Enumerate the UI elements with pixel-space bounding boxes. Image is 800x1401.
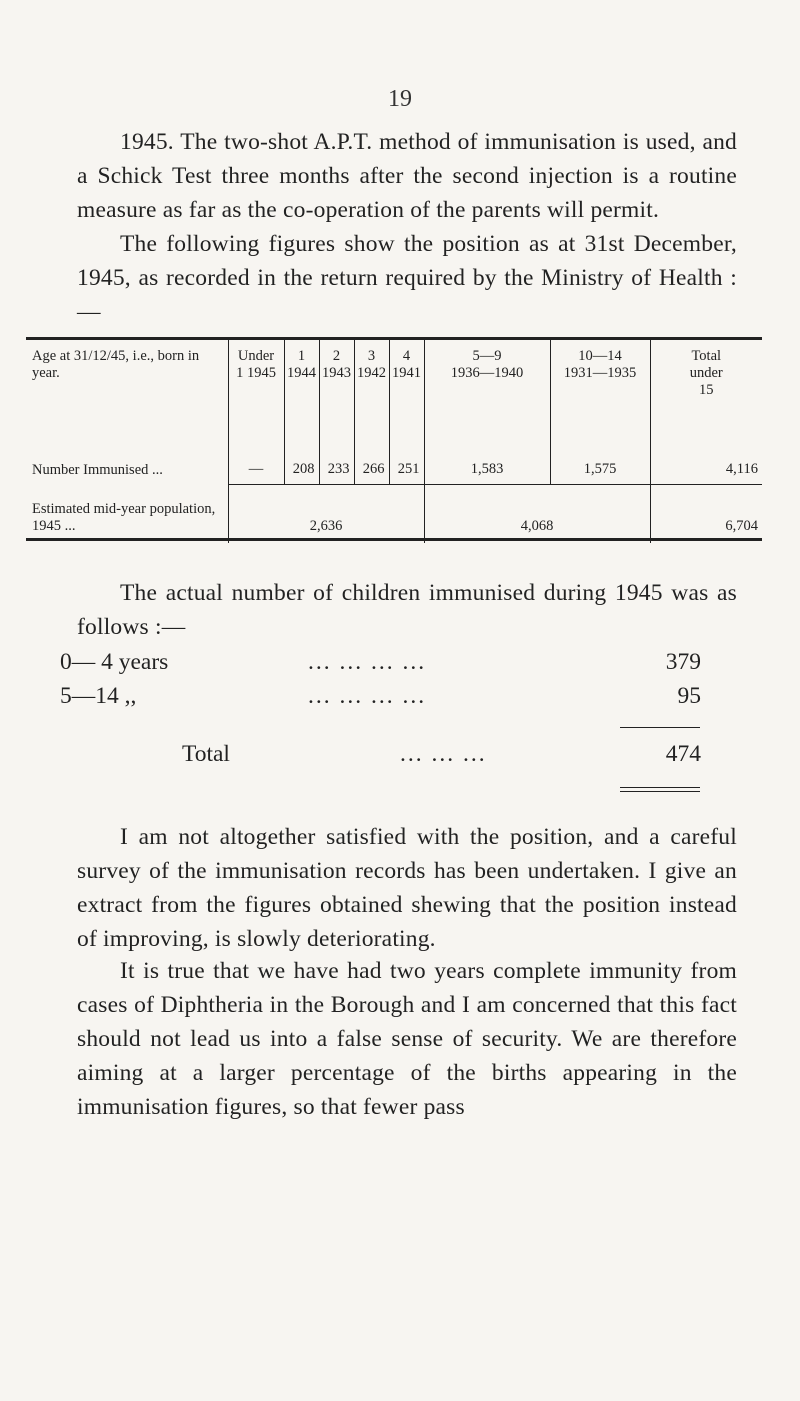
leader-dots: ... ... ... ... xyxy=(308,649,427,675)
col-10-14: 10—14 1931—1935 xyxy=(550,340,650,430)
col-4: 4 1941 xyxy=(389,340,424,430)
col-1: 1 1944 xyxy=(284,340,319,430)
col-5-9: 5—9 1936—1940 xyxy=(424,340,550,430)
list-item-value: 95 xyxy=(677,683,701,709)
row-header-population: Estimated mid-year population, 1945 ... xyxy=(32,501,216,534)
population-cell: 2,636 xyxy=(228,485,424,544)
subtotal-rule xyxy=(620,727,700,728)
total-value: 474 xyxy=(665,741,701,767)
row-header-immunised: Number Immunised ... xyxy=(32,461,163,478)
list-item-label: 5—14 ,, xyxy=(60,683,137,709)
list-item xyxy=(0,683,701,713)
immunisation-table xyxy=(26,337,762,541)
total-double-rule xyxy=(620,787,700,788)
population-cell: 6,704 xyxy=(650,485,762,544)
immunised-cell: 251 xyxy=(389,430,424,485)
paragraph-actual: The actual number of children immunised during 1945 was as follows :— xyxy=(77,580,737,640)
col-3: 3 1942 xyxy=(354,340,389,430)
total-label: Total xyxy=(182,741,230,767)
immunised-cell: 233 xyxy=(319,430,354,485)
total-row xyxy=(0,741,701,771)
paragraph-following: The following figures show the position as at 31st December, 1945, as recorded in the return required by the Ministry of Health :— xyxy=(77,231,737,325)
col-total: Total under 15 xyxy=(650,340,762,430)
immunised-cell: 1,583 xyxy=(424,430,550,485)
leader-dots: ... ... ... ... xyxy=(308,683,427,709)
total-double-rule xyxy=(620,791,700,792)
paragraph-satisfied: I am not altogether satisfied with the position, and a careful survey of the immunisation records has been undertaken. I give an extract from the figures obtained shewing that the position instead of improving, is slowly deteriorating. xyxy=(77,824,737,952)
immunised-cell: 208 xyxy=(284,430,319,485)
population-cell: 4,068 xyxy=(424,485,650,544)
col-2: 2 1943 xyxy=(319,340,354,430)
list-item-label: 0— 4 years xyxy=(60,649,169,675)
immunised-cell: 266 xyxy=(354,430,389,485)
col-under-1: Under 1 1945 xyxy=(228,340,284,430)
paragraph-intro: 1945. The two-shot A.P.T. method of immunisation is used, and a Schick Test three months after the second injection is a routine measure as far as the co-operation of the parents will permit. xyxy=(77,129,737,223)
paragraph-true: It is true that we have had two years complete immunity from cases of Diphtheria in the Borough and I am concerned that this fact should not lead us into a false sense of security. We are therefore aiming at a larger percentage of the births appearing in the immunisation figures, so that fewer pass xyxy=(77,958,737,1120)
immunised-cell: — xyxy=(228,430,284,485)
row-header-age: Age at 31/12/45, i.e., born in year. xyxy=(32,348,200,381)
list-item xyxy=(0,649,701,679)
leader-dots: ... ... ... xyxy=(400,741,487,767)
page-number: 19 xyxy=(388,86,412,112)
list-item-value: 379 xyxy=(665,649,701,675)
immunised-cell: 4,116 xyxy=(650,430,762,485)
immunised-cell: 1,575 xyxy=(550,430,650,485)
